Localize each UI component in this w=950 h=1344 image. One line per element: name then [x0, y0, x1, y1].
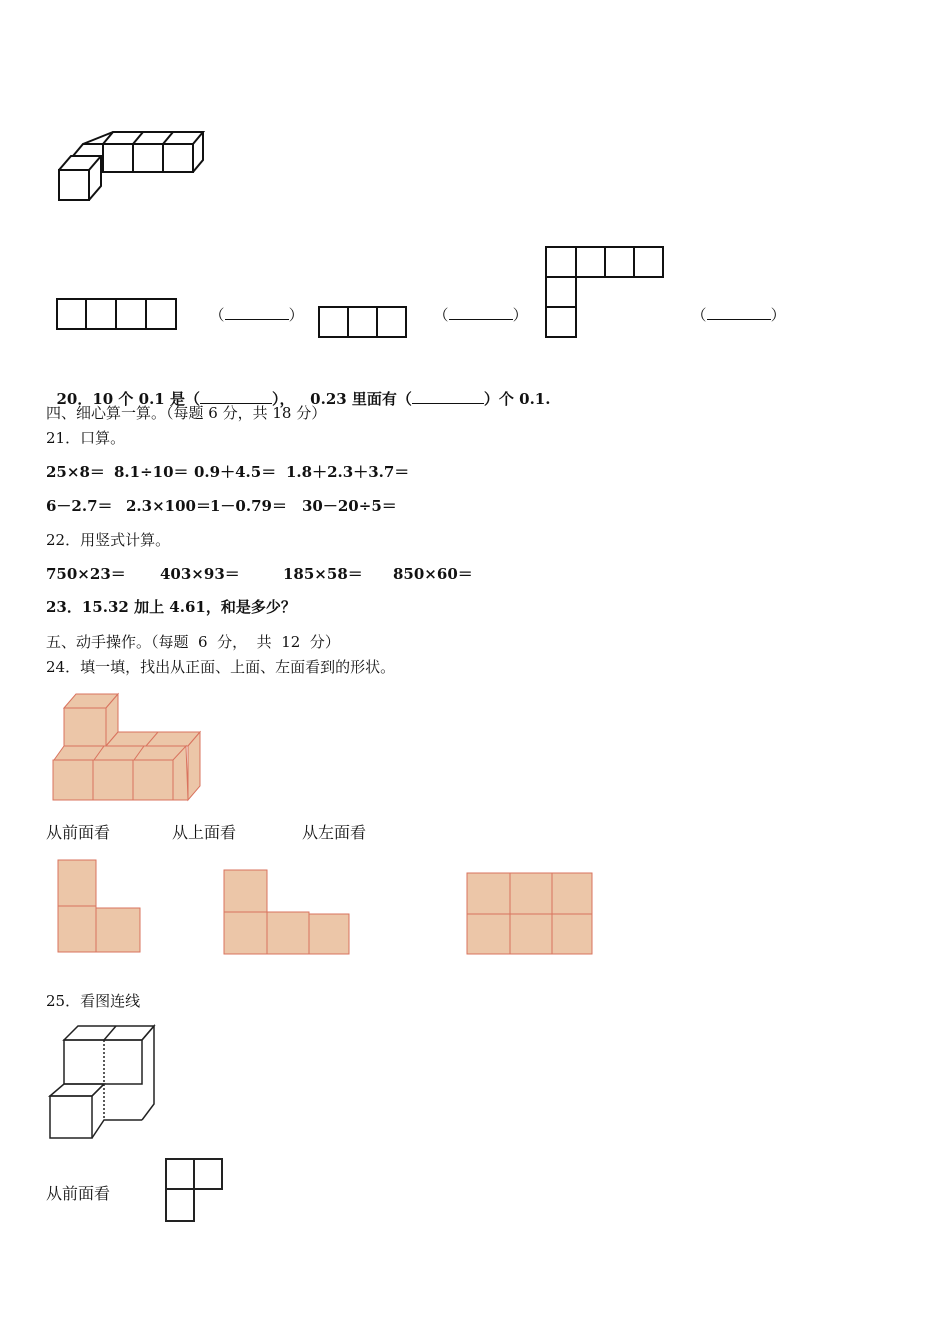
paren-close: ）	[288, 306, 304, 324]
mental-math-item: 1.8＋2.3＋3.7＝	[286, 463, 410, 481]
vertical-calc-item: 850×60＝	[393, 565, 473, 583]
line-cubes-3d-figure	[46, 1024, 158, 1142]
section-5-title: 五、动手操作。（每题 6 分， 共 12 分）	[46, 633, 340, 651]
blank-line	[449, 305, 513, 320]
q25-view-shape[interactable]	[164, 1157, 226, 1223]
answer-blank-a[interactable]	[200, 285, 304, 325]
q25-view-label-front: 从前面看	[46, 1184, 111, 1203]
answer-blank-c[interactable]	[682, 285, 786, 325]
view-shape-1[interactable]	[56, 858, 144, 954]
view-shape-2[interactable]	[222, 868, 354, 958]
answer-blank[interactable]	[412, 389, 484, 404]
question-text: 10 个 0.1 是（	[92, 390, 200, 408]
mental-math-item: 1－0.79＝	[210, 497, 287, 515]
vertical-calc-item: 403×93＝	[160, 565, 240, 583]
question-22-title: 22．用竖式计算。	[46, 531, 171, 549]
paren-open: （	[433, 306, 449, 324]
view-option-three-squares	[318, 306, 410, 338]
question-text: ），	[271, 390, 295, 408]
view-label-left: 从左面看	[302, 823, 367, 842]
mental-math-item: 6－2.7＝	[46, 497, 113, 515]
cube-row-3d-figure	[55, 128, 205, 204]
paren-open: （	[209, 306, 225, 324]
blank-line	[225, 305, 289, 320]
view-option-l-shape	[545, 246, 667, 340]
mental-math-item: 2.3×100＝	[126, 497, 211, 515]
question-text: 0.23 里面有（	[310, 390, 412, 408]
paren-close: ）	[512, 306, 528, 324]
question-number: 20．	[56, 390, 93, 408]
mental-math-item: 30－20÷5＝	[302, 497, 397, 515]
view-label-top: 从上面看	[172, 823, 237, 842]
vertical-calc-item: 750×23＝	[46, 565, 126, 583]
view-label-front: 从前面看	[46, 823, 111, 842]
question-23: 23．15.32 加上 4.61，和是多少？	[46, 598, 296, 616]
answer-blank-b[interactable]	[424, 285, 528, 325]
answer-blank[interactable]	[200, 389, 272, 404]
question-text: ）个 0.1.	[483, 390, 551, 408]
question-25-title: 25．看图连线	[46, 992, 141, 1010]
mental-math-item: 25×8＝	[46, 463, 105, 481]
paren-close: ）	[770, 306, 786, 324]
section-4-title: 四、细心算一算。（每题 6 分，共 18 分）	[46, 404, 327, 422]
question-21-title: 21．口算。	[46, 429, 126, 447]
mental-math-item: 0.9＋4.5＝	[194, 463, 277, 481]
vertical-calc-item: 185×58＝	[283, 565, 363, 583]
colored-cubes-3d-figure	[50, 692, 206, 802]
view-option-four-squares	[56, 298, 178, 332]
question-24-title: 24．填一填，找出从正面、上面、左面看到的形状。	[46, 658, 396, 676]
mental-math-item: 8.1÷10＝	[114, 463, 189, 481]
paren-open: （	[691, 306, 707, 324]
view-shape-3[interactable]	[466, 872, 596, 956]
blank-line	[707, 305, 771, 320]
